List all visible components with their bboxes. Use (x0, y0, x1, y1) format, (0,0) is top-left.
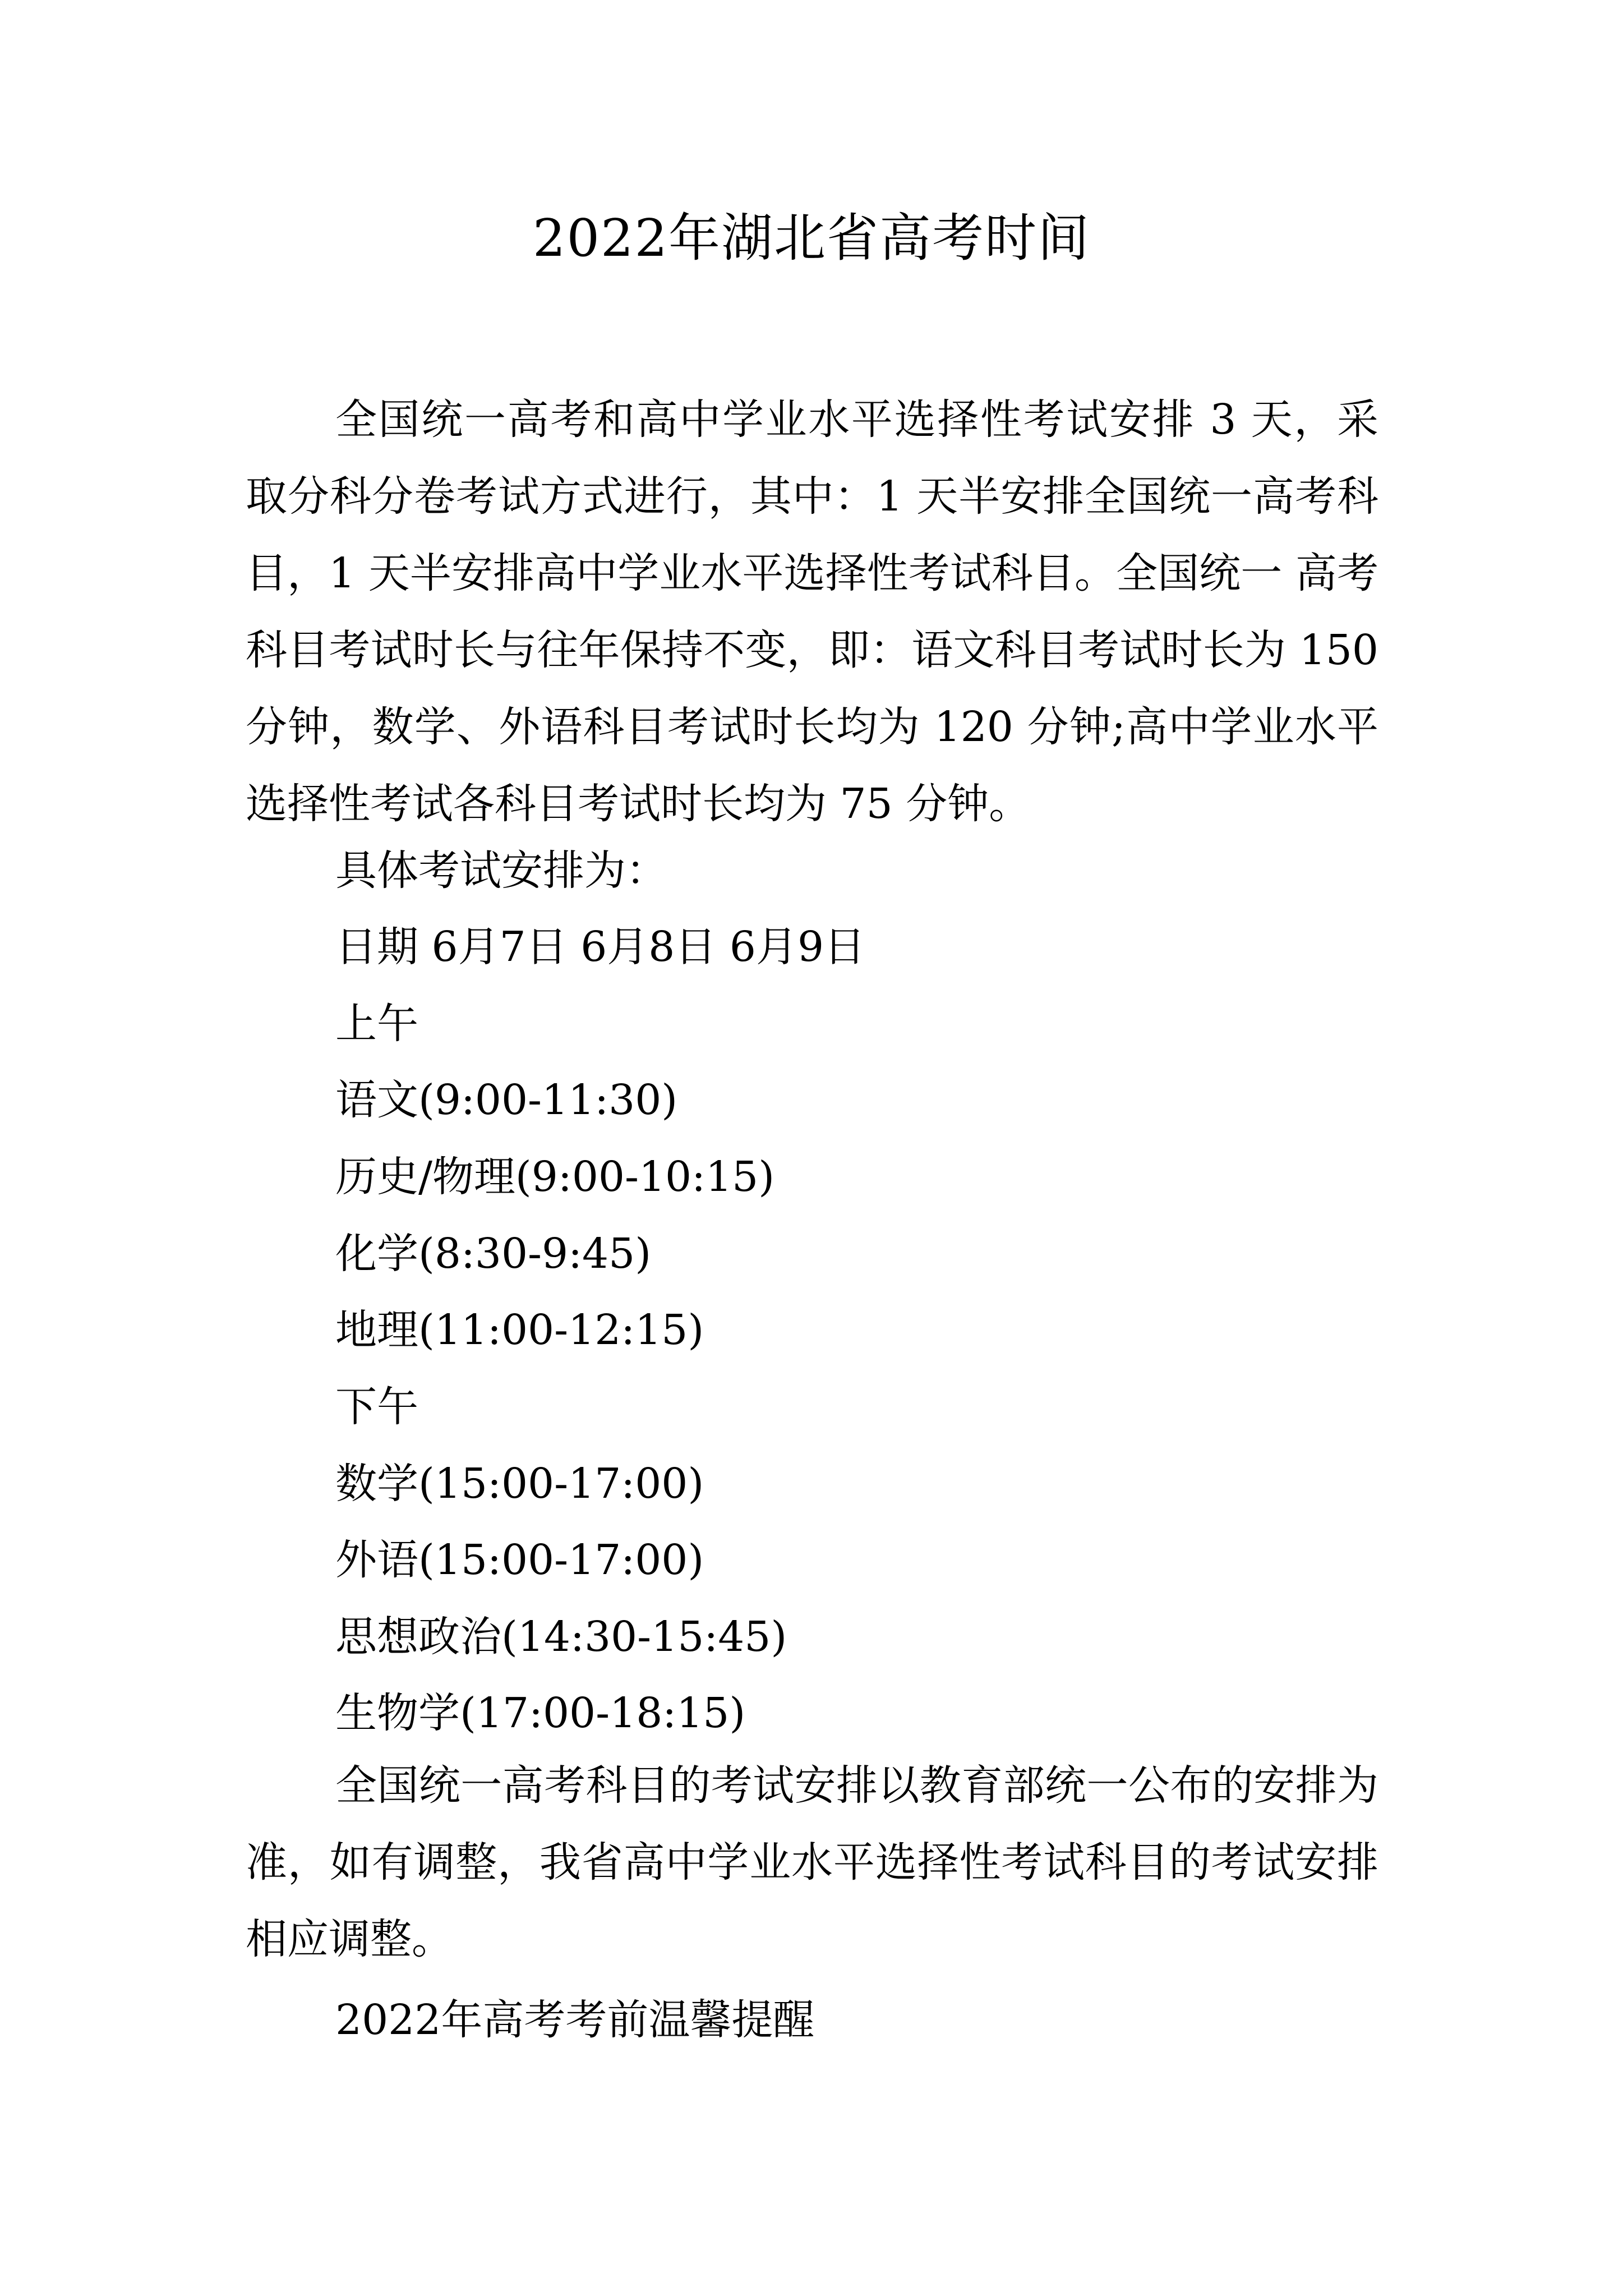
schedule-dates-row: 日期 6月7日 6月8日 6月9日 (335, 923, 866, 971)
schedule-item-math: 数学(15:00-17:00) (335, 1460, 704, 1508)
intro-paragraph: 全国统一高考和高中学业水平选择性考试安排 3 天，采取分科分卷考试方式进行，其中：1 天半安排全国统一高考科目，1 天半安排高中学业水平选择性考试科目。全国统一 高考科目考试时长与往年保持不变，即：语文科目考试时长为 150 分钟，数学、外语科目考试时长均为 120 分钟;高中学业水平选择性考试各科目考试时长均为 75 分钟。 (246, 395, 1378, 828)
schedule-item-foreign-language: 外语(15:00-17:00) (335, 1536, 704, 1584)
schedule-afternoon-label: 下午 (335, 1383, 418, 1431)
schedule-item-chemistry: 化学(8:30-9:45) (335, 1230, 652, 1278)
schedule-item-politics: 思想政治(14:30-15:45) (335, 1613, 787, 1661)
schedule-heading: 具体考试安排为： (335, 846, 667, 895)
schedule-item-biology: 生物学(17:00-18:15) (335, 1689, 746, 1737)
schedule-morning-label: 上午 (335, 1000, 418, 1048)
schedule-item-geography: 地理(11:00-12:15) (335, 1306, 704, 1354)
schedule-item-chinese: 语文(9:00-11:30) (335, 1076, 678, 1124)
document-title: 2022年湖北省高考时间 (532, 208, 1091, 268)
final-heading: 2022年高考考前温馨提醒 (335, 1996, 815, 2044)
closing-paragraph: 全国统一高考科目的考试安排以教育部统一公布的安排为准，如有调整，我省高中学业水平选择性考试科目的考试安排相应调整。 (246, 1761, 1378, 1963)
schedule-item-history-physics: 历史/物理(9:00-10:15) (335, 1153, 775, 1201)
